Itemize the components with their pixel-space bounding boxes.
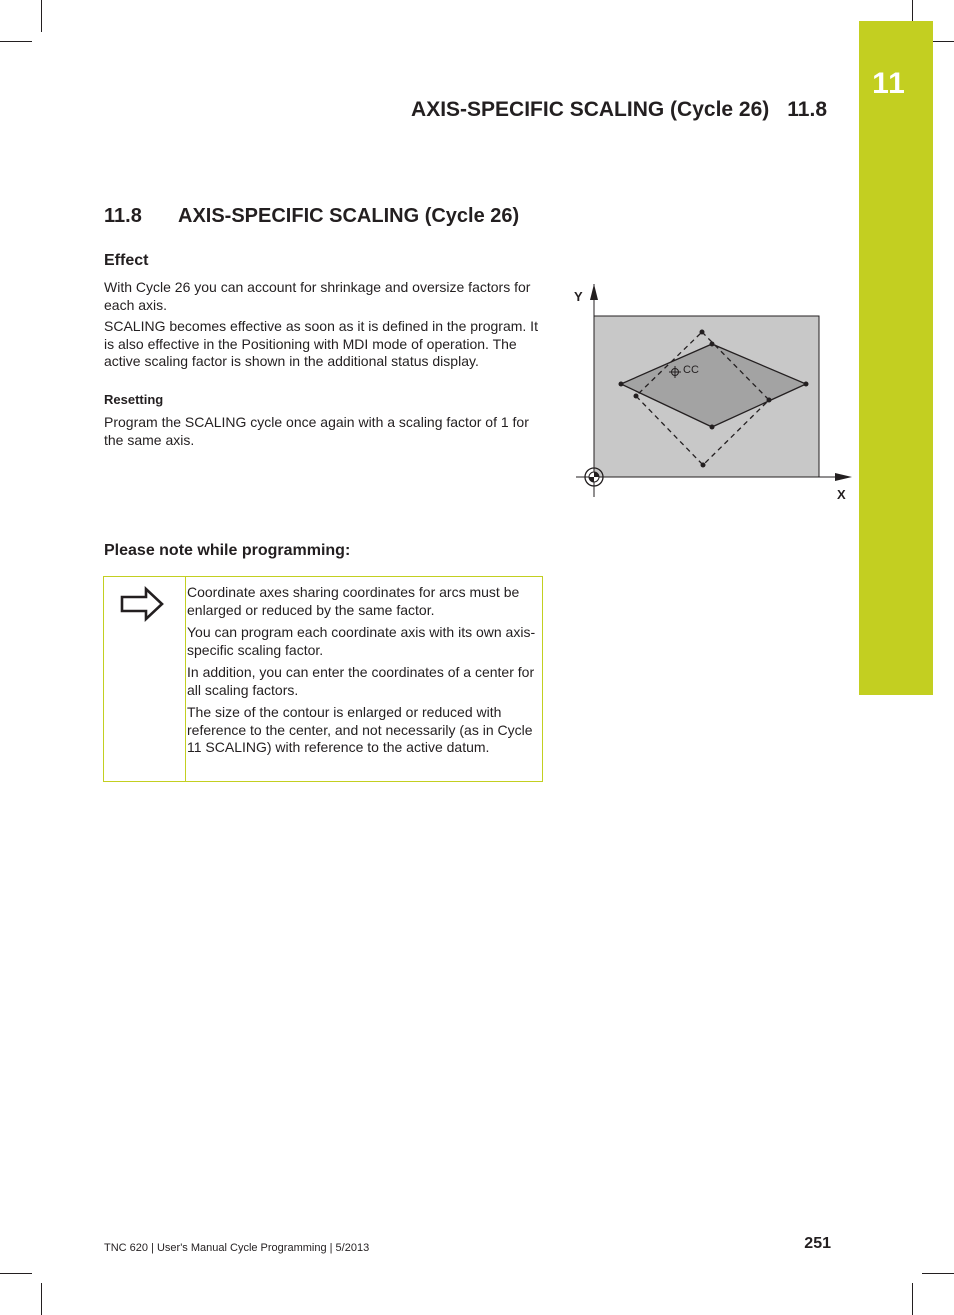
- note-item: You can program each coordinate axis with its own axis-specific scaling factor.: [187, 624, 536, 658]
- running-head: [411, 98, 827, 122]
- running-head-title: AXIS-SPECIFIC SCALING (Cycle 26): [411, 98, 770, 121]
- resetting-heading: Resetting: [104, 392, 164, 407]
- crop-mark: [0, 41, 32, 42]
- note-item: The size of the contour is enlarged or reduced with reference to the center, and not necessarily (as in Cycle 11 SCALING) with reference to the active datum.: [187, 704, 533, 755]
- crop-mark: [41, 1283, 42, 1315]
- note-divider: [185, 577, 186, 781]
- crop-mark: [912, 1283, 913, 1315]
- y-axis-arrow-icon: [590, 284, 598, 300]
- arrow-right-icon: [120, 585, 164, 623]
- effect-heading: Effect: [104, 252, 149, 269]
- note-heading: Please note while programming:: [104, 542, 351, 559]
- section-title-text: AXIS-SPECIFIC SCALING (Cycle 26): [178, 205, 520, 227]
- note-content: [187, 584, 537, 762]
- scaling-figure: [570, 280, 860, 510]
- x-axis-arrow-icon: [835, 473, 852, 481]
- note-item: In addition, you can enter the coordinates of a center for all scaling factors.: [187, 664, 535, 698]
- chapter-tab: [859, 21, 933, 695]
- running-head-section: 11.8: [787, 98, 827, 121]
- crop-mark: [922, 1273, 954, 1274]
- footer-text: TNC 620 | User's Manual Cycle Programming | 5/2013: [104, 1242, 370, 1254]
- effect-paragraph-1: With Cycle 26 you can account for shrinkage and oversize factors for each axis.: [104, 279, 531, 313]
- section-number: 11.8: [104, 205, 142, 227]
- x-axis-label: X: [837, 487, 846, 502]
- cc-label: CC: [683, 364, 699, 376]
- crop-mark: [41, 0, 42, 32]
- section-title: [104, 205, 519, 228]
- note-item: Coordinate axes sharing coordinates for arcs must be enlarged or reduced by the same factor.: [187, 584, 520, 618]
- page-number: 251: [804, 1235, 831, 1252]
- y-axis-label: Y: [574, 289, 583, 304]
- crop-mark: [0, 1273, 32, 1274]
- resetting-paragraph: Program the SCALING cycle once again with a scaling factor of 1 for the same axis.: [104, 414, 529, 448]
- note-box: [103, 576, 543, 782]
- effect-paragraph-2: SCALING becomes effective as soon as it is defined in the program. It is also effective in the Positioning with MDI mode of operation. The active scaling factor is shown in the additional status display.: [104, 318, 538, 369]
- chapter-number: 11: [872, 67, 906, 100]
